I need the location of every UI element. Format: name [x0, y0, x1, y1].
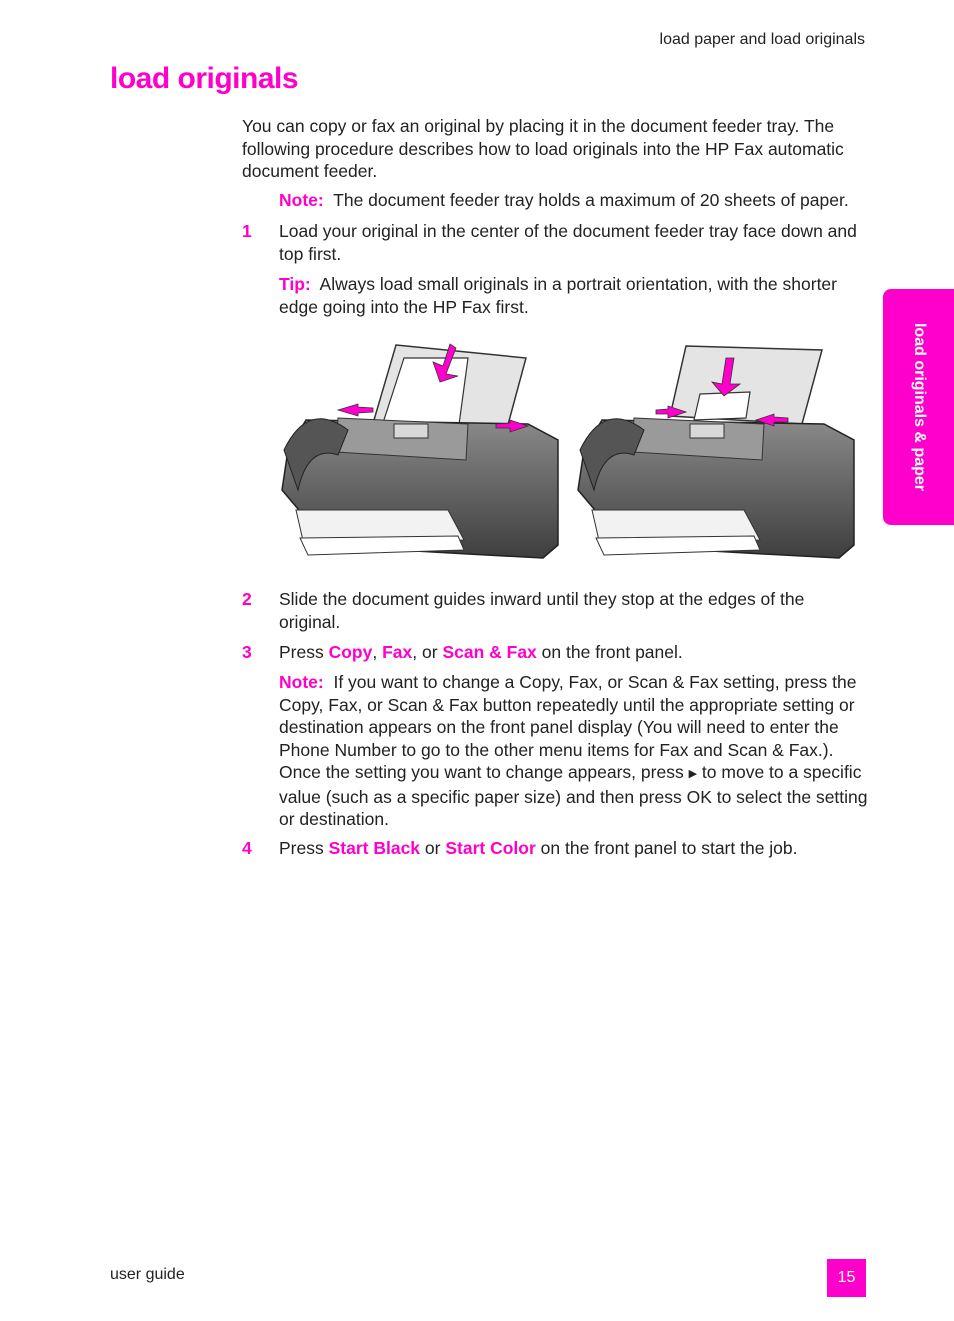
step-3-sep2: , or — [412, 642, 438, 662]
tip — [279, 273, 869, 318]
step-2-text: Slide the document guides inward until they stop at the edges of the original. — [279, 589, 805, 632]
right-arrow-icon: ▶ — [688, 768, 698, 780]
step-3-number: 3 — [242, 642, 252, 662]
start-black-button-ref: Start Black — [328, 838, 421, 858]
note-1 — [279, 189, 869, 212]
side-tab-label: load originals & paper — [910, 322, 928, 492]
note-2-label: Note: — [279, 672, 324, 692]
fax-loading-illustration — [278, 340, 858, 574]
start-color-button-ref: Start Color — [445, 838, 536, 858]
step-4-post: on the front panel to start the job. — [540, 838, 798, 858]
fax-button-ref: Fax — [382, 642, 413, 662]
step-3-pre: Press — [279, 642, 324, 662]
scan-fax-button-ref: Scan & Fax — [442, 642, 537, 662]
fax-machine-right-drawing — [578, 346, 854, 558]
running-header: load paper and load originals — [659, 31, 865, 48]
chapter-side-tab — [883, 289, 954, 525]
step-3-text — [279, 641, 869, 664]
note-2-text-after: to move to a specific value (such as a specific paper size) and then press OK to select the setting or destination. — [279, 762, 868, 829]
tip-label: Tip: — [279, 274, 311, 294]
intro-paragraph: You can copy or fax an original by placing it in the document feeder tray. The following procedure describes how to load originals into the HP Fax automatic document feeder. — [242, 116, 844, 181]
page-number: 15 — [827, 1259, 866, 1297]
step-2-number: 2 — [242, 589, 252, 609]
step-4-text — [279, 837, 869, 860]
step-3-sep1: , — [372, 642, 378, 662]
tip-text: Always load small originals in a portrait orientation, with the shorter edge going into the HP Fax first. — [279, 274, 837, 317]
copy-button-ref: Copy — [328, 642, 373, 662]
step-3-post: on the front panel. — [541, 642, 683, 662]
step-1-text: Load your original in the center of the document feeder tray face down and top first. — [279, 221, 857, 264]
note-1-label: Note: — [279, 190, 324, 210]
step-1-number: 1 — [242, 221, 252, 241]
footer-label: user guide — [110, 1266, 185, 1283]
step-4-pre: Press — [279, 838, 324, 858]
step-4-number: 4 — [242, 838, 252, 858]
note-1-text: The document feeder tray holds a maximum of 20 sheets of paper. — [333, 190, 849, 210]
note-2-text-before: If you want to change a Copy, Fax, or Scan & Fax setting, press the Copy, Fax, or Scan & Fax button repeatedly until the appropriate setting or destination appears on the front panel display (You will need to enter the Phone Number to go to the other menu items for Fax and Scan & Fax.). Once the setting you want to change appears, press — [279, 672, 857, 782]
step-4-mid: or — [424, 838, 441, 858]
note-2 — [279, 671, 869, 831]
fax-machine-left-drawing — [282, 344, 558, 558]
page-title: load originals — [110, 62, 299, 95]
